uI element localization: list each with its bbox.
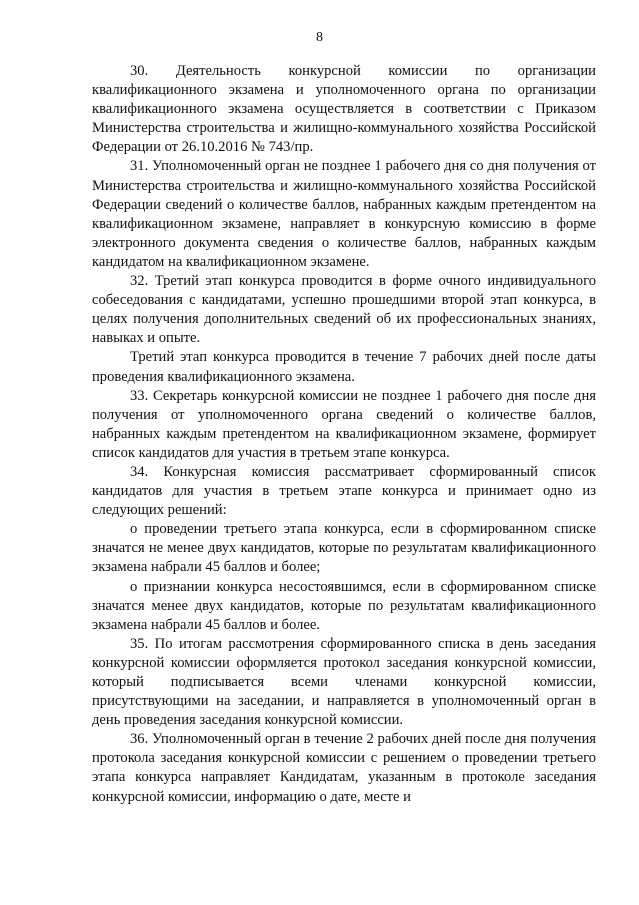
paragraph-32-continuation: Третий этап конкурса проводится в течение 7 рабочих дней после даты проведения квалификационного экзамена. (92, 349, 596, 385)
paragraph-32: 32. Третий этап конкурса проводится в форме очного индивидуального собеседования с кандидатами, успешно прошедшими второй этап конкурса, в целях получения дополнительных сведений об их профессиональных знаниях, навыках и опыте. (92, 273, 596, 347)
paragraph-33: 33. Секретарь конкурсной комиссии не позднее 1 рабочего дня после дня получения от уполномоченного органа сведений о количестве баллов, набранных каждым претендентом на квалификационном экзамене, формирует список кандидатов для участия в третьем этапе конкурса. (92, 387, 596, 461)
page-number: 8 (316, 30, 323, 45)
paragraph-36: 36. Уполномоченный орган в течение 2 рабочих дней после дня получения протокола заседания конкурсной комиссии с решением о проведении третьего этапа конкурса направляет Кандидатам, указанным в протоколе заседания конкурсной комиссии, информацию о дате, месте и (92, 731, 596, 805)
paragraph-34: 34. Конкурсная комиссия рассматривает сформированный список кандидатов для участия в третьем этапе конкурса и принимает одно из следующих решений: (92, 463, 596, 519)
paragraph-35: 35. По итогам рассмотрения сформированного списка в день заседания конкурсной комиссии оформляется протокол заседания конкурсной комиссии, который подписывается всеми членами конкурсной комиссии, присутствующими на заседании, и направляется в уполномоченный орган в день проведения заседания конкурсной комиссии. (92, 635, 596, 729)
paragraph-34-option-void: о признании конкурса несостоявшимся, если в сформированном списке значатся менее двух кандидатов, которые по результатам квалификационного экзамена набрали 45 баллов и более. (92, 578, 596, 633)
paragraph-34-option-conduct: о проведении третьего этапа конкурса, если в сформированном списке значатся не менее двух кандидатов, которые по результатам квалификационного экзамена набрали 45 баллов и более; (92, 521, 596, 576)
document-body (92, 62, 596, 807)
paragraph-31: 31. Уполномоченный орган не позднее 1 рабочего дня со дня получения от Министерства строительства и жилищно-коммунального хозяйства Российской Федерации сведений о количестве баллов, набранных каждым претендентом на квалификационном экзамене, направляет в конкурсную комиссию в форме электронного документа сведения о количестве баллов, набранных каждым кандидатом на квалификационном экзамене. (92, 158, 596, 270)
paragraph-30: 30. Деятельность конкурсной комиссии по организации квалификационного экзамена и уполномоченного органа по организации квалификационного экзамена осуществляется в соответствии с Приказом Министерства строительства и жилищно-коммунального хозяйства Российской Федерации от 26.10.2016 № 743/пр. (92, 63, 596, 156)
